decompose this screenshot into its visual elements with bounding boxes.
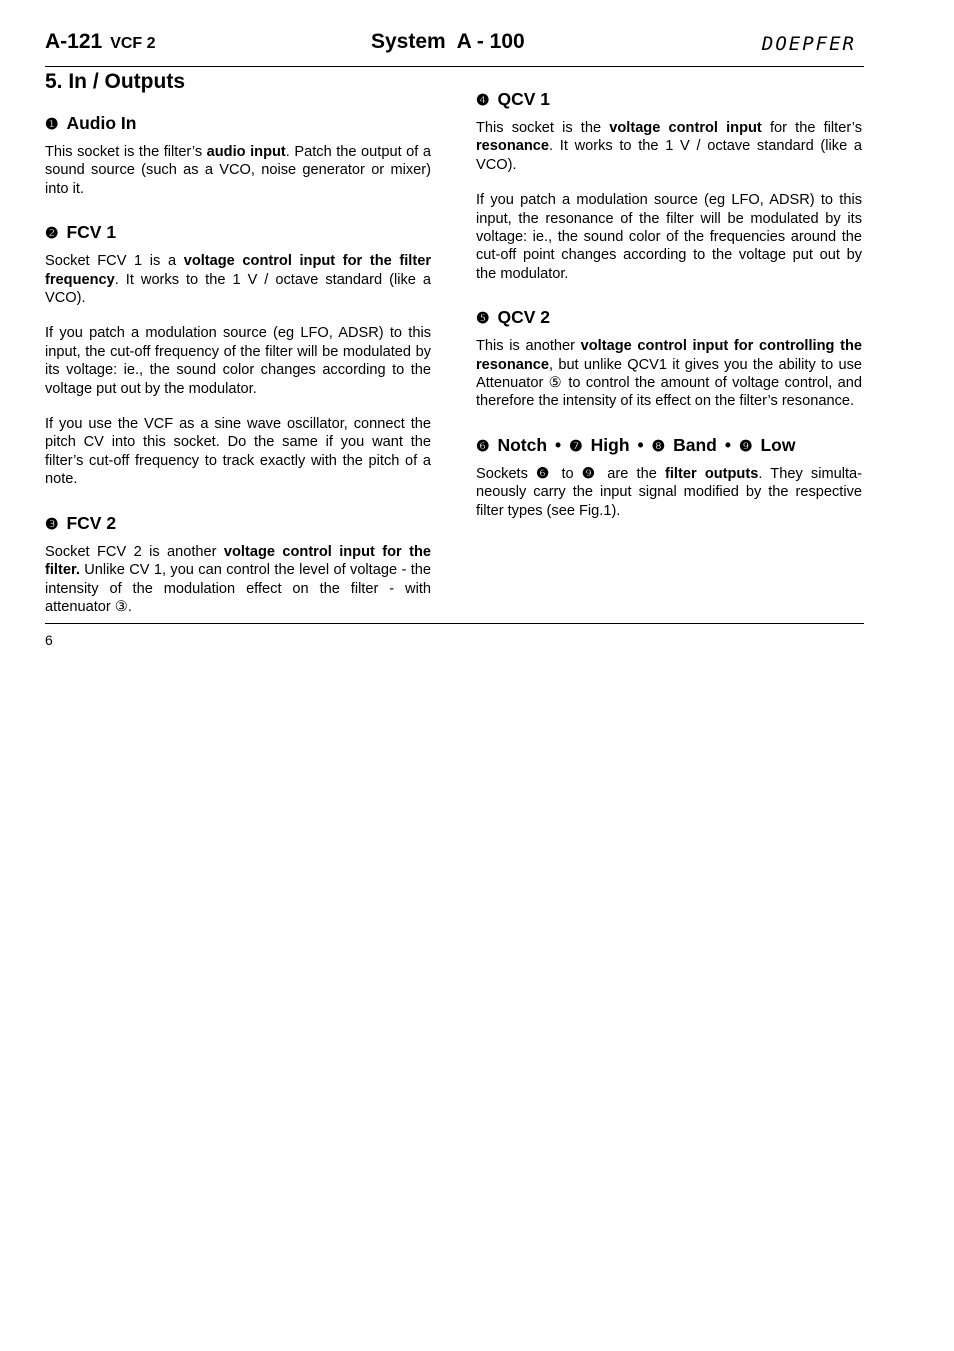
heading-separator: •: [555, 434, 562, 455]
body-text: This socket is the: [476, 120, 610, 136]
body-paragraph: [476, 119, 862, 174]
bold-text: filter outputs: [665, 465, 759, 482]
bold-text: resonance: [476, 138, 550, 155]
bold-text: ❾: [581, 465, 600, 482]
body-text: Unlike CV 1, you can control the level of voltage - the intensity of the modulation effect on the filter - with attenuator ③.: [45, 562, 431, 615]
item-title: FCV 2: [66, 512, 117, 533]
body-text: , but unlike QCV1 it gives you the ability to use Attenuator ⑤ to control the amount of voltage control, and therefore the intensity of its effect on the filter’s resonance.: [476, 356, 862, 410]
doepfer-logo: DOEPFER: [761, 33, 856, 55]
body-text: If you patch a modulation source (eg LFO, ADSR) to this input, the cut-off frequency of the filter will be modulated by its voltage: ie., the sound color changes according to the voltage put out by the modulator.: [45, 325, 431, 397]
body-paragraph: [45, 143, 431, 198]
body-text: This socket is the filter’s: [45, 144, 207, 160]
body-text: Sockets: [476, 465, 537, 482]
socket-number: ❼: [569, 437, 583, 455]
output-label-high: High: [590, 434, 630, 455]
body-paragraph: [476, 465, 862, 520]
output-label-band: Band: [673, 434, 717, 455]
body-text: are the: [599, 465, 666, 482]
item-title: QCV 1: [497, 89, 550, 109]
header-model: A-121: [45, 30, 103, 53]
heading-separator: •: [637, 434, 644, 455]
left-column: [45, 112, 431, 616]
socket-number: ❽: [651, 437, 666, 455]
section-filter-outputs: [476, 434, 862, 520]
body-text: . It works to the 1 V / octave standard (like a VCO).: [45, 271, 431, 307]
socket-number: ❻: [476, 437, 490, 455]
body-text: to: [553, 465, 582, 482]
item-heading: [45, 512, 431, 536]
body-text: Socket FCV 2 is another: [45, 543, 224, 560]
heading-separator: •: [724, 434, 731, 455]
footer-rule: [45, 623, 864, 624]
right-column: [476, 88, 862, 520]
bold-text: voltage control input for the filter.: [45, 543, 431, 579]
socket-number: ❺: [476, 310, 490, 328]
section-audio-in: [45, 112, 431, 198]
section-qcv-1: [476, 88, 862, 283]
bold-text: voltage control input: [609, 120, 762, 136]
socket-number: ❹: [476, 92, 490, 109]
page-number: 6: [45, 632, 53, 648]
bold-text: audio input: [206, 144, 286, 160]
socket-number: ❾: [739, 437, 753, 455]
body-text: . Patch the output of a sound source (such as a VCO, noise generator or mixer) into it.: [45, 144, 431, 197]
header-system: System A - 100: [371, 30, 525, 53]
body-text: If you use the VCF as a sine wave oscillator, connect the pitch CV into this socket. Do the same if you want the filter’s cut-off frequency to track exactly with the pitch of a note.: [45, 416, 431, 488]
item-heading: [45, 112, 431, 136]
item-heading: [45, 221, 431, 245]
bold-text: voltage control input for the filter frequency: [45, 253, 431, 288]
section-title: 5. In / Outputs: [45, 70, 185, 93]
body-text: This is another: [476, 338, 581, 355]
section-fcv-2: [45, 512, 431, 617]
item-title: Audio In: [66, 113, 137, 133]
body-paragraph: [45, 252, 431, 307]
body-text: for the filter’s: [761, 120, 862, 136]
item-title: QCV 2: [497, 307, 550, 328]
page-header: [45, 30, 864, 60]
body-paragraph: [476, 191, 862, 283]
item-title: FCV 1: [66, 222, 117, 243]
body-paragraph: [45, 415, 431, 489]
body-text: Socket FCV 1 is a: [45, 253, 184, 270]
body-text: . It works to the 1 V / octave standard (like a VCO).: [476, 138, 862, 173]
body-paragraph: [45, 543, 431, 617]
socket-number: ❶: [45, 116, 59, 133]
socket-number: ❷: [45, 225, 59, 243]
header-module-id: [45, 30, 156, 54]
output-label-low: Low: [760, 434, 796, 455]
bold-text: voltage control input for controlling the resonance: [476, 338, 862, 373]
section-qcv-2: [476, 306, 862, 411]
bold-text: ❻: [536, 465, 554, 482]
outputs-heading: [476, 434, 862, 458]
body-paragraph: [45, 324, 431, 398]
body-text: If you patch a modulation source (eg LFO, ADSR) to this input, the resonance of the filter will be modulated by its voltage: ie., the sound color of the frequencies around the cut-off point changes according to the voltage put out by the modulator.: [476, 192, 862, 282]
item-heading: [476, 88, 862, 112]
section-fcv-1: [45, 221, 431, 488]
socket-number: ❸: [45, 515, 59, 533]
item-heading: [476, 306, 862, 330]
body-paragraph: [476, 337, 862, 411]
header-rule: [45, 66, 864, 67]
output-label-notch: Notch: [497, 434, 548, 455]
body-text: . They simulta-neously carry the input signal modified by the respective filter types (see Fig.1).: [476, 465, 863, 519]
header-module-name: VCF 2: [110, 35, 156, 52]
